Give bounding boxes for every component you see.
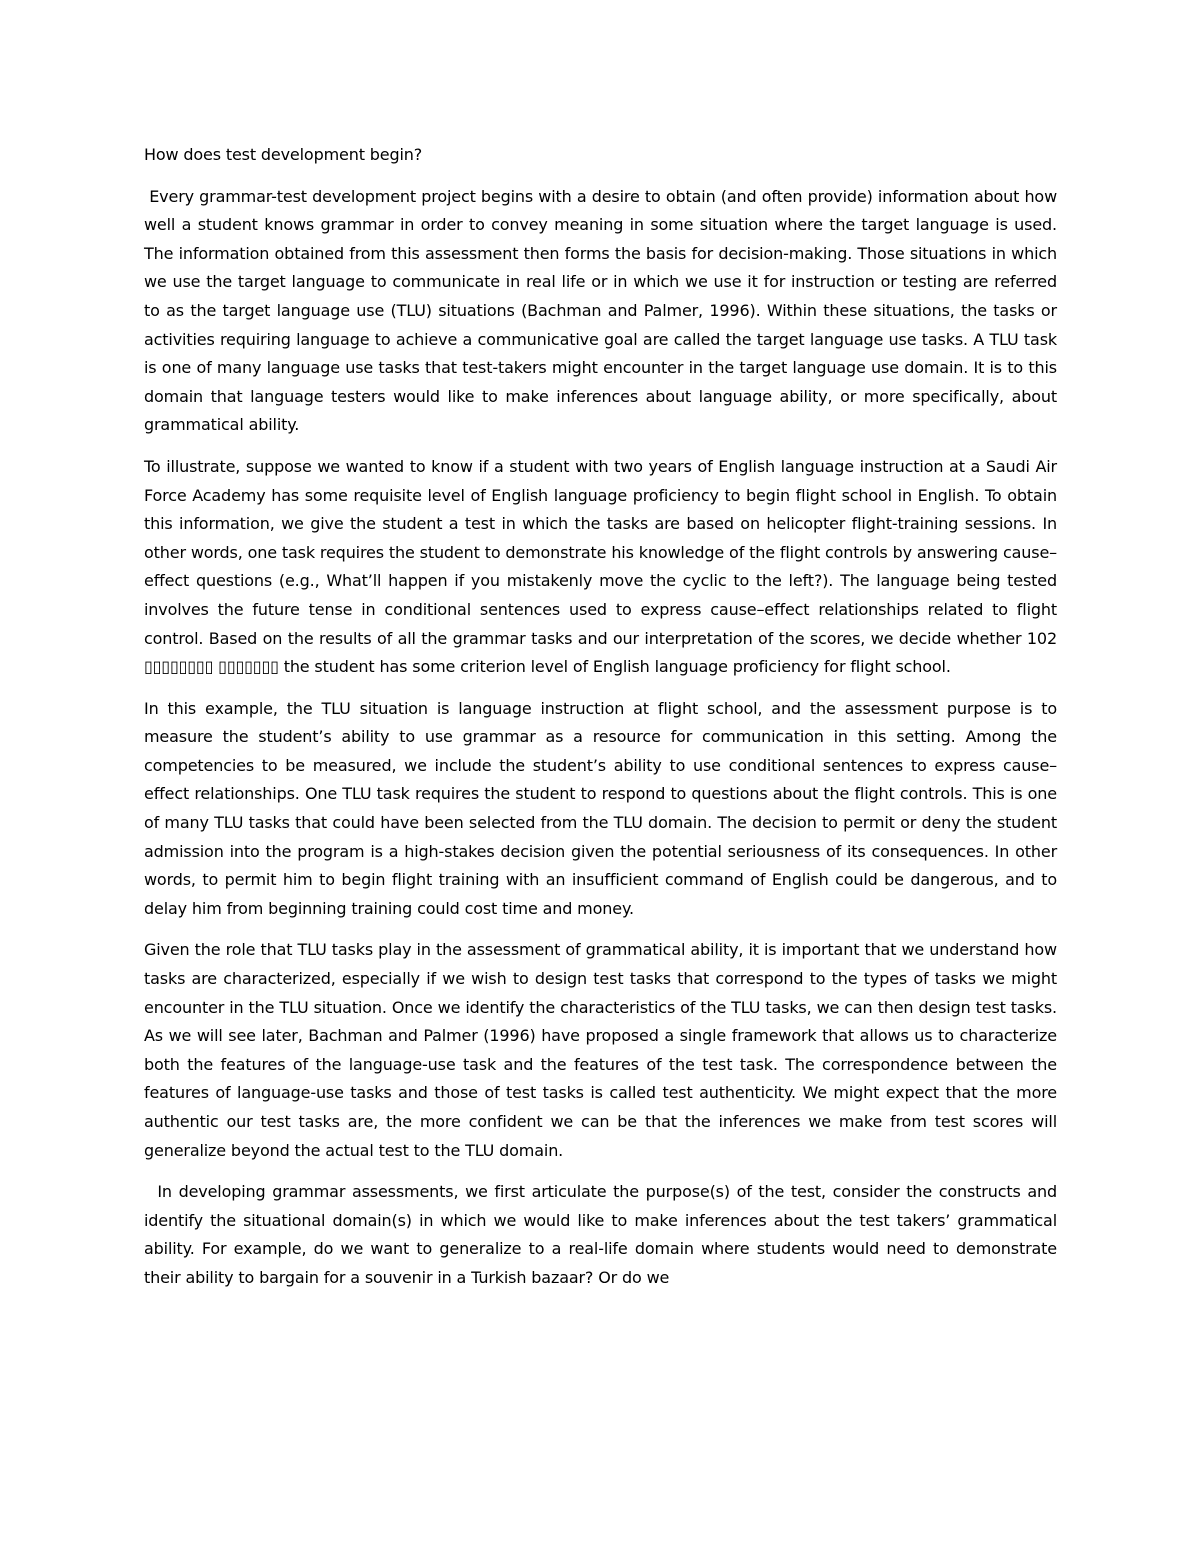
document-heading: How does test development begin? <box>144 145 423 164</box>
paragraph-example: In this example, the TLU situation is language instruction at flight school, and the assessment purpose is to measure the student’s ability to use grammar as a resource for communication in this setting. Among the competencies to be measured, we include the student’s ability to use conditional sentences to express cause–effect relationships. One TLU task requires the student to respond to questions about the flight controls. This is one of many TLU tasks that could have been selected from the TLU domain. The decision to permit or deny the student admission into the program is a high-stakes decision given the potential seriousness of its consequences. In other words, to permit him to begin flight training with an insufficient command of English could be dangerous, and to delay him from beginning training could cost time and money. <box>144 698 1057 918</box>
paragraph-illustration: To illustrate, suppose we wanted to know if a student with two years of English language instruction at a Saudi Air Force Academy has some requisite level of English language proficiency to begin flight school in English. To obtain this information, we give the student a test in which the tasks are based on helicopter flight-training sessions. In other words, one task requires the student to demonstrate his knowledge of the flight controls by answering cause–effect questions (e.g., What’ll happen if you mistakenly move the cyclic to the left?). The language being tested involves the future tense in conditional sentences used to express cause–effect relationships related to flight control. Based on the results of all the grammar tasks and our interpretation of the scores, we decide whether 102 ▯▯▯▯▯▯▯▯ ▯▯▯▯▯▯▯ the student has some criterion level of English language proficiency for flight school. <box>144 456 1057 677</box>
document-body <box>144 141 1062 1293</box>
paragraph-tlu-tasks: Given the role that TLU tasks play in the assessment of grammatical ability, it is important that we understand how tasks are characterized, especially if we wish to design test tasks that correspond to the types of tasks we might encounter in the TLU situation. Once we identify the characteristics of the TLU tasks, we can then design test tasks. As we will see later, Bachman and Palmer (1996) have proposed a single framework that allows us to characterize both the features of the language-use task and the features of the test task. The correspondence between the features of language-use tasks and those of test tasks is called test authenticity. We might expect that the more authentic our test tasks are, the more confident we can be that the inferences we make from test scores will generalize beyond the actual test to the TLU domain. <box>144 940 1057 1160</box>
paragraph-developing: In developing grammar assessments, we first articulate the purpose(s) of the test, consider the constructs and identify the situational domain(s) in which we would like to make inferences about the test takers’ grammatical ability. For example, do we want to generalize to a real-life domain where students would need to demonstrate their ability to bargain for a souvenir in a Turkish bazaar? Or do we <box>144 1182 1062 1287</box>
paragraph-intro: Every grammar-test development project begins with a desire to obtain (and often provide) information about how well a student knows grammar in order to convey meaning in some situation where the target language is used. The information obtained from this assessment then forms the basis for decision-making. Those situations in which we use the target language to communicate in real life or in which we use it for instruction or testing are referred to as the target language use (TLU) situations (Bachman and Palmer, 1996). Within these situations, the tasks or activities requiring language to achieve a communicative goal are called the target language use tasks. A TLU task is one of many language use tasks that test-takers might encounter in the target language use domain. It is to this domain that language testers would like to make inferences about language ability, or more specifically, about grammatical ability. <box>144 186 1062 435</box>
